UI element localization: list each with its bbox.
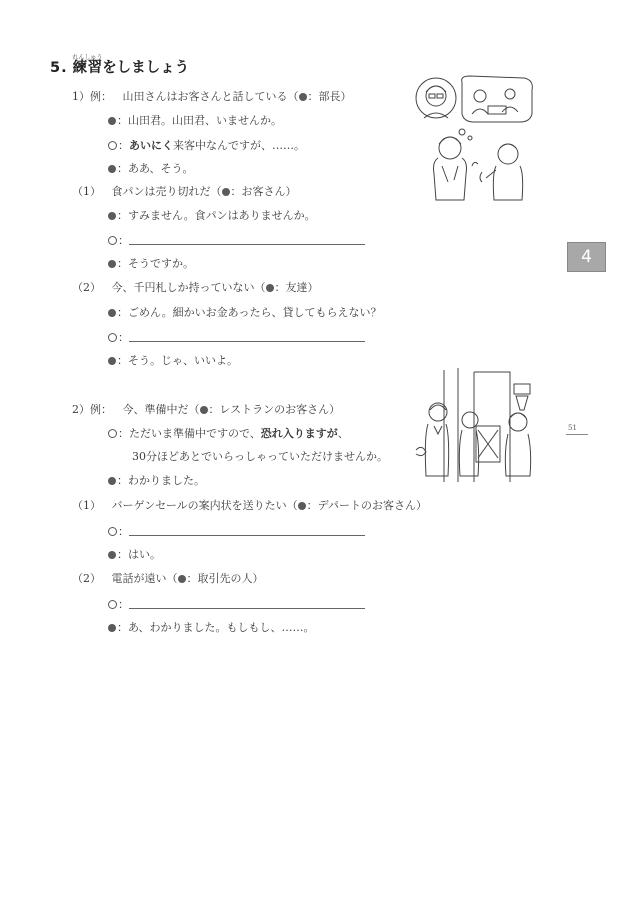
answer-blank[interactable] — [129, 331, 365, 342]
p2-example-line3: ：わかりました。 — [108, 475, 205, 487]
speaker-dot-icon — [108, 309, 116, 317]
speaker-dot-icon — [108, 165, 116, 173]
speaker-dot-icon — [299, 93, 307, 101]
p2-q1-line1: ： — [108, 525, 365, 538]
p2-example-line2: 30分ほどあとでいらっしゃっていただけませんか。 — [132, 450, 388, 463]
speaker-dot-icon — [108, 477, 116, 485]
section-title-rest: をしましょう — [102, 60, 190, 76]
manager-thought-bubble — [416, 78, 456, 118]
p2-q1-prompt: （1） バーゲンセールの案内状を送りたい（ ：デパートのお客さん） — [72, 499, 427, 512]
listener-circle-icon — [108, 429, 117, 438]
speaker-dot-icon — [222, 188, 230, 196]
listener-circle-icon — [108, 141, 117, 150]
listener-circle-icon — [108, 600, 117, 609]
speaker-dot-icon — [178, 575, 186, 583]
p1-q2-line2: ： — [108, 331, 365, 344]
restaurant-illustration — [414, 366, 540, 484]
speaker-dot-icon — [200, 406, 208, 414]
p1-q2-prompt: （2） 今、千円札しか持っていない（ ：友達） — [72, 281, 319, 294]
speaker-dot-icon — [108, 260, 116, 268]
speaker-dot-icon — [266, 284, 274, 292]
p2-q2-prompt: （2） 電話が遠い（ ：取引先の人） — [72, 572, 264, 585]
chapter-tab: 4 — [567, 242, 606, 272]
answer-blank[interactable] — [129, 598, 365, 609]
p2-q2-line1: ： — [108, 598, 365, 611]
p1-q1-line1: ：すみません。食パンはありませんか。 — [108, 210, 316, 222]
answer-blank[interactable] — [129, 234, 365, 245]
speaker-dot-icon — [108, 624, 116, 632]
p1-q1-prompt: （1） 食パンは売り切れだ（ ：お客さん） — [72, 185, 297, 198]
p1-example-line3: ：ああ、そう。 — [108, 163, 194, 175]
section-title-ruby: 練習れんしゅう — [72, 54, 103, 76]
section-title — [50, 54, 189, 77]
page-number-rule — [566, 434, 588, 435]
p2-example-prompt: 2）例： 今、準備中だ（ ：レストランのお客さん） — [72, 403, 341, 416]
office-illustration — [412, 74, 536, 202]
answer-blank[interactable] — [129, 525, 365, 536]
p1-example-line2: ：あいにく来客中なんですが、……。 — [108, 140, 305, 152]
p1-example-prompt: 1）例： 山田さんはお客さんと話している（ ：部長） — [72, 90, 352, 103]
p1-q2-line1: ：ごめん。細かいお金あったら、貸してもらえない？ — [108, 307, 382, 319]
listener-circle-icon — [108, 236, 117, 245]
speaker-dot-icon — [108, 551, 116, 559]
p1-q1-line2: ： — [108, 234, 365, 247]
meeting-thought-bubble — [462, 76, 533, 122]
p1-q1-line3: ：そうですか。 — [108, 258, 194, 270]
speaker-dot-icon — [108, 357, 116, 365]
p1-q2-line3: ：そう。じゃ、いいよ。 — [108, 355, 238, 367]
section-number: 5. — [50, 60, 68, 76]
speaker-dot-icon — [108, 212, 116, 220]
speaker-dot-icon — [298, 502, 306, 510]
speaker-dot-icon — [108, 117, 116, 125]
p2-q1-line2: ：はい。 — [108, 549, 161, 561]
page-number: 51 — [568, 424, 577, 432]
listener-circle-icon — [108, 333, 117, 342]
listener-circle-icon — [108, 527, 117, 536]
p1-example-line1: ：山田君。山田君、いませんか。 — [108, 115, 282, 127]
p2-q2-line2: ：あ、わかりました。もしもし、……。 — [108, 622, 315, 634]
p2-example-line1: ：ただいま準備中ですので、恐れ入りますが、 — [108, 428, 349, 440]
